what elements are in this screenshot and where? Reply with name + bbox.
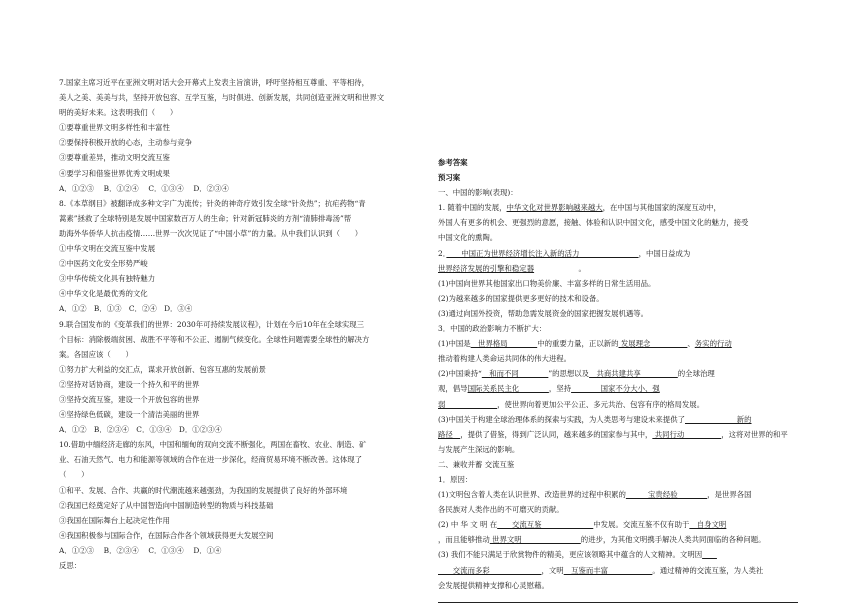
answer-fill: 共同行动: [652, 429, 722, 439]
question-line: ③中华传统文化具有独特魅力: [59, 274, 156, 284]
answer-fill: 世界经济发展的引擎和稳定器: [438, 263, 535, 273]
answer-line: 外国人有更多的机会、更强烈的意愿，接触、体验和认识中国文化，感受中国文化的魅力，接受: [438, 218, 749, 228]
question-line: ①和平、发展、合作、共赢的时代潮流越来越强劲，为我国的发展提供了良好的外部环境: [59, 485, 348, 495]
answer-line: (3) 我们不能只满足于欣赏物件的精美，更应该领略其中蕴含的人文精神。文明因: [438, 547, 808, 562]
answer-line: 一、中国的影响(表现)：: [438, 188, 518, 198]
question-line: ①要尊重世界文明多样性和丰富性: [59, 123, 170, 133]
question-line: ②要保持积极开放的心态，主动参与竞争: [59, 138, 193, 148]
question-line: 业、石油天然气、电力和能源等领域的合作在进一步深化，经商贸易环境不断改善。这体现了: [59, 455, 363, 465]
answer-line: ，而且能够推动 世界文明 的进步，为其他文明携手解决人类共同面临的各种问题。: [438, 535, 766, 545]
answer-fill: 中华文化对世界影响越来越大: [506, 203, 603, 213]
answer-line: 1. 随着中国的发展，中华文化对世界影响越来越大，在中国与其他国家的深度互动中，: [438, 203, 721, 213]
answer-line: 各民族对人类作出的不可磨灭的贡献。: [438, 505, 564, 515]
question-line: A．①② B．②③④ C．①③④ D．①②③④: [59, 425, 222, 435]
answer-line: (2)为越来越多的国家提供更多更好的技术和设备。: [438, 293, 604, 303]
question-line: ③坚持交流互鉴，建设一个开放包容的世界: [59, 394, 200, 404]
question-line: ②中医药文化安全形势严峻: [59, 259, 148, 269]
answer-fill: 宝贵经验: [625, 490, 708, 500]
question-line: ④我国积极参与国际合作，在国际合作各个领域获得更大发展空间: [59, 530, 274, 540]
answer-lines: [438, 185, 808, 608]
answer-line: (2)中国秉持“ 和而不同 ”的思想以及 共商共建共享 的全球治理: [438, 369, 715, 379]
answer-fill: 世界格局: [470, 339, 538, 349]
question-line: A．①②③ B．②③④ C．①③④ D．①④: [59, 545, 222, 555]
question-line: 8.《本草纲目》被翻译成多种文字广为流传；针灸的神奇疗效引发全球“针灸热”；抗疟药物“青: [59, 198, 366, 208]
answer-line: 弱 ，使世界向着更加公平公正、多元共治、包容有序的格局发展。: [438, 399, 705, 409]
answer-fill: [702, 550, 717, 559]
question-line: 美人之美、美美与共，坚持开放包容、互学互鉴，与时俱进、创新发展，共同创造亚洲文明和世界文: [59, 93, 385, 103]
answer-line: (3)通过向国外投资，帮助急需发展资金的国家把握发展机遇等。: [438, 308, 649, 318]
answer-line: (1)中国向世界其他国家出口物美价廉、丰富多样的日常生活用品。: [438, 278, 656, 288]
answer-line: (1)文明包含着人类在认识世界、改造世界的过程中积累的 宝贵经验 ，是世界各国: [438, 490, 752, 500]
answer-line: [438, 593, 808, 608]
answer-line: 与发展产生深远的影响。: [438, 444, 520, 454]
answer-line: 世界经济发展的引擎和稳定器 。: [438, 263, 586, 273]
question-line: 反思：: [59, 561, 82, 570]
question-line: A．①②③ B．①②④ C．①③④ D．②③④: [59, 183, 229, 193]
question-line: 明的美好未来。这表明我们（ ）: [59, 108, 178, 118]
question-line: 案。各国应该（ ）: [59, 349, 133, 359]
answer-fill: 新的: [684, 414, 752, 424]
question-line: ①努力扩大利益的交汇点，谋求开放创新、包容互惠的发展前景: [59, 364, 266, 374]
answer-fill: 世界文明: [489, 535, 581, 545]
question-line: 个目标：消除极端贫困、战胜不平等和不公正、遏制气候变化。全球性问题需要全球性的解决方: [59, 334, 370, 344]
question-line: 9.联合国发布的《变革我们的世界：2030年可持续发展议程》，计划在今后10年在全球实现三: [59, 319, 365, 329]
answer-fill: 自身文明: [689, 520, 727, 530]
questions-column: [59, 75, 421, 573]
answer-line: 2． 中国正为世界经济增长注入新的活力 ，中国日益成为: [438, 248, 691, 258]
question-line: 蒿素”拯救了全球特别是发展中国家数百万人的生命；针对新冠肺炎的方剂“清肺排毒汤”帮: [59, 213, 352, 223]
answer-line: (1)中国是 世界格局 中的重要力量，正以新的 发展理念 、务实的行动: [438, 339, 732, 349]
answer-fill: 互鉴而丰富: [563, 565, 653, 575]
question-line: ②我国已经奠定好了从中国智造向中国制造转型的物质与科技基础: [59, 500, 274, 510]
question-line: 助海外华侨华人抗击疫情……世界一次次见证了“中国小草”的力量。从中我们认识到（ ）: [59, 228, 363, 238]
question-line: A．①② B．①③ C．②④ D．③④: [59, 304, 193, 314]
question-line: 10.借助中缅经济走廊的东风，中国和缅甸的双向交流不断强化，两国在畜牧、农业、制造、矿: [59, 440, 367, 450]
answer-key-heading: 参考答案: [438, 158, 468, 167]
answer-fill: 中国正为世界经济增长注入新的活力: [446, 248, 639, 258]
answer-line: 交流而多彩 ，文明 互鉴而丰富 。通过精神的交流互鉴，为人类社: [438, 565, 764, 575]
question-line: ④坚持绿色低碳，建设一个清洁美丽的世界: [59, 410, 200, 420]
answer-fill: 路径: [438, 429, 461, 439]
question-line: ①中华文明在交流互鉴中发展: [59, 244, 156, 254]
preview-section-heading: 预习案: [438, 173, 461, 183]
question-line: （ ）: [59, 470, 89, 480]
answer-fill: 共商共建共享: [589, 369, 678, 379]
answer-line: 二、兼收并蓄 交流互鉴: [438, 459, 515, 469]
question-line: 7.国家主席习近平在亚洲文明对话大会开幕式上发表主旨演讲，呼吁坚持相互尊重、平等相待，: [59, 78, 370, 87]
question-line: ②坚持对话协商，建设一个持久和平的世界: [59, 379, 200, 389]
answer-blank: [438, 593, 798, 603]
answer-line: 路径 ，提供了借鉴，得到广泛认同，越来越多的国家参与其中， 共同行动 ，这将对世界的和平: [438, 429, 788, 439]
answer-fill: 国际关系民主化: [467, 384, 549, 394]
answer-line: (3)中国关于构建全球治理体系的探索与实践，为人类思考与建设未来提供了 新的: [438, 414, 752, 424]
question-line: ④要学习和借鉴世界优秀文明成果: [59, 168, 170, 178]
answer-fill: 交流而多彩: [438, 565, 542, 575]
answer-fill: 发展理念: [618, 339, 688, 349]
answer-fill: 务实的行动: [694, 339, 732, 349]
answer-key-column: [438, 155, 808, 608]
question-line: ③我国在国际舞台上起决定性作用: [59, 515, 170, 525]
answer-fill: 交流互鉴: [497, 520, 594, 530]
answer-line: 推动着构建人类命运共同体的伟大进程。: [438, 354, 572, 364]
answer-line: (2) 中 华 文 明 在 交流互鉴 中发展。交流互鉴不仅有助于 自身文明: [438, 520, 727, 530]
answer-line: 会发展提供精神支撑和心灵慰藉。: [438, 580, 549, 590]
answer-fill: 国家不分大小、强: [571, 384, 660, 394]
answer-line: 观，倡导国际关系民主化 ，坚持 国家不分大小、强: [438, 384, 660, 394]
answer-line: 中国文化的熏陶。: [438, 233, 498, 243]
answer-fill: 和而不同: [481, 369, 549, 379]
answer-fill: 弱: [438, 399, 498, 409]
answer-line: 1．原因：: [438, 474, 473, 484]
answer-line: 3．中国的政治影响力不断扩大：: [438, 324, 547, 334]
question-line: ③要尊重差异，推动文明交流互鉴: [59, 153, 170, 163]
question-line: ④中华文化是最优秀的文化: [59, 289, 148, 299]
